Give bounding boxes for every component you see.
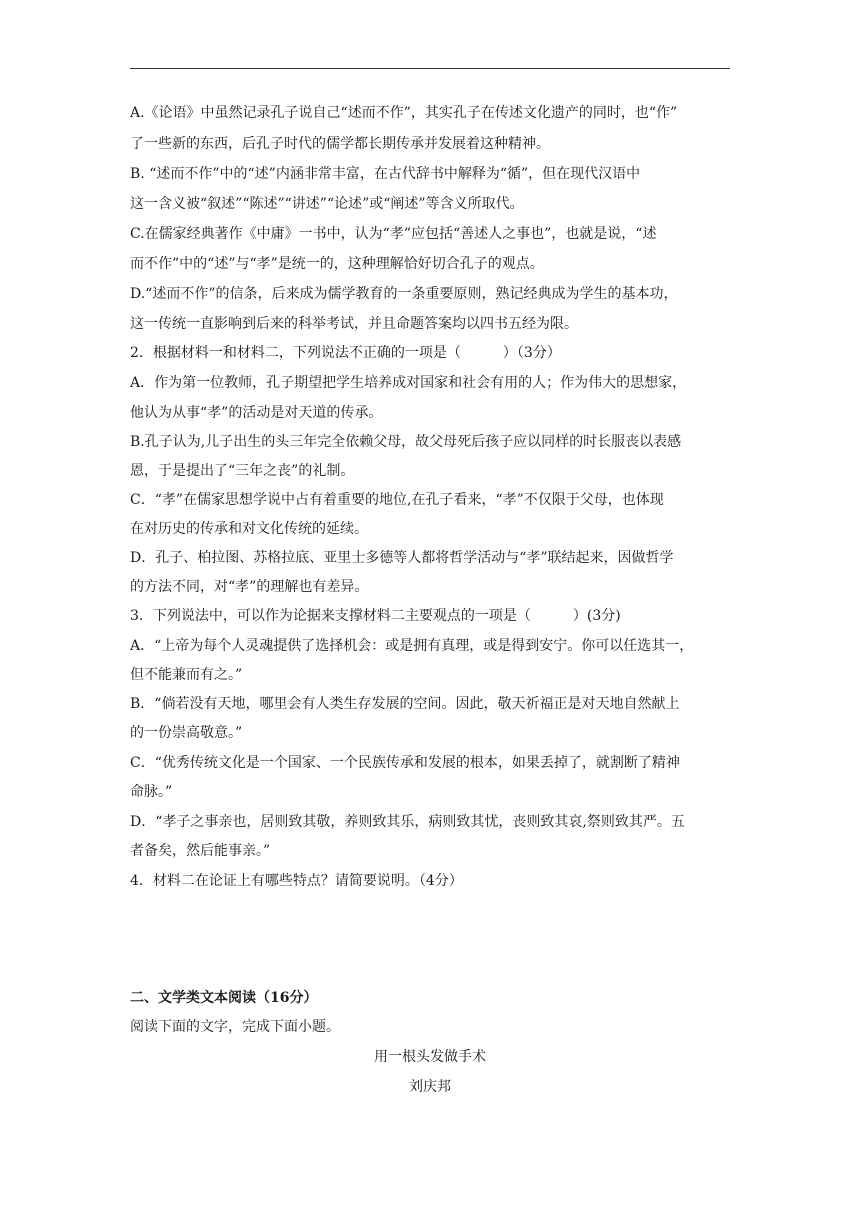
text-line: A．作为第一位教师，孔子期望把学生培养成对国家和社会有用的人；作为伟大的思想家，: [130, 375, 687, 391]
text-line: 命脉。”: [130, 784, 173, 800]
instruction-text: 阅读下面的文字，完成下面小题。: [130, 1019, 340, 1035]
text-line: B. “述而不作”中的“述”内涵非常丰富，在古代辞书中解释为“循”，但在现代汉语中: [130, 166, 641, 182]
text-line: 这一传统一直影响到后来的科举考试，并且命题答案均以四书五经为限。: [130, 316, 578, 332]
text-line: 恩，于是提出了“三年之丧”的礼制。: [130, 463, 355, 479]
text-line: D．“孝子之事亲也，居则致其敬，养则致其乐，病则致其忧，丧则致其哀,祭则致其严。五: [130, 814, 685, 830]
text-line: 他认为从事“孝”的活动是对天道的传承。: [130, 405, 383, 421]
text-line: B．“倘若没有天地，哪里会有人类生存发展的空间。因此，敬天祈福正是对天地自然献上: [130, 696, 680, 712]
text-line: D.“述而不作”的信条，后来成为儒学教育的一条重要原则，熟记经典成为学生的基本功，: [130, 286, 678, 302]
text-line: C．“孝”在儒家思想学说中占有着重要的地位,在孔子看来，“孝”不仅限于父母，也体现: [130, 492, 664, 508]
text-line: A．“上帝为每个人灵魂提供了选择机会：或是拥有真理，或是得到安宁。你可以任选其一，: [130, 638, 694, 654]
article-title: 用一根头发做手术: [374, 1049, 486, 1065]
text-line: B.孔子认为,儿子出生的头三年完全依赖父母，故父母死后孩子应以同样的时长服丧以表感: [130, 434, 682, 450]
text-line: 在对历史的传承和对文化传统的延续。: [130, 521, 368, 537]
text-line: 这一含义被“叙述”“陈述”“讲述”“论述”或“阐述”等含义所取代。: [130, 196, 524, 212]
text-line: C．“优秀传统文化是一个国家、一个民族传承和发展的根本，如果丢掉了，就割断了精神: [130, 755, 680, 771]
header-rule: [130, 68, 730, 69]
text-line: 但不能兼而有之。”: [130, 667, 243, 683]
question-3-stem: 3．下列说法中，可以作为论据来支撑材料二主要观点的一项是（ ）(3分): [130, 608, 621, 624]
text-line: 的一份崇高敬意。”: [130, 725, 243, 741]
text-line: 了一些新的东西，后孔子时代的儒学都长期传承并发展着这种精神。: [130, 136, 550, 152]
article-author: 刘庆邦: [409, 1079, 451, 1095]
text-line: D．孔子、柏拉图、苏格拉底、亚里士多德等人都将哲学活动与“孝”联结起来，因做哲学: [130, 550, 674, 566]
text-line: 者备矣，然后能事亲。”: [130, 843, 271, 859]
question-4-stem: 4．材料二在论证上有哪些特点？请简要说明。（4分）: [130, 873, 463, 889]
question-2-stem: 2．根据材料一和材料二，下列说法不正确的一项是（ ）（3分）: [130, 345, 561, 361]
text-line: 的方法不同，对“孝”的理解也有差异。: [130, 579, 369, 595]
text-line: 而不作”中的“述”与“孝”是统一的，这种理解恰好切合孔子的观点。: [130, 256, 544, 272]
text-line: A.《论语》中虽然记录孔子说自己“述而不作”，其实孔子在传述文化遗产的同时，也“作”: [130, 105, 678, 121]
text-line: C.在儒家经典著作《中庸》一书中，认为“孝”应包括“善述人之事也”，也就是说，“述: [130, 226, 657, 242]
section-heading: 二、文学类文本阅读（16分）: [130, 990, 318, 1006]
